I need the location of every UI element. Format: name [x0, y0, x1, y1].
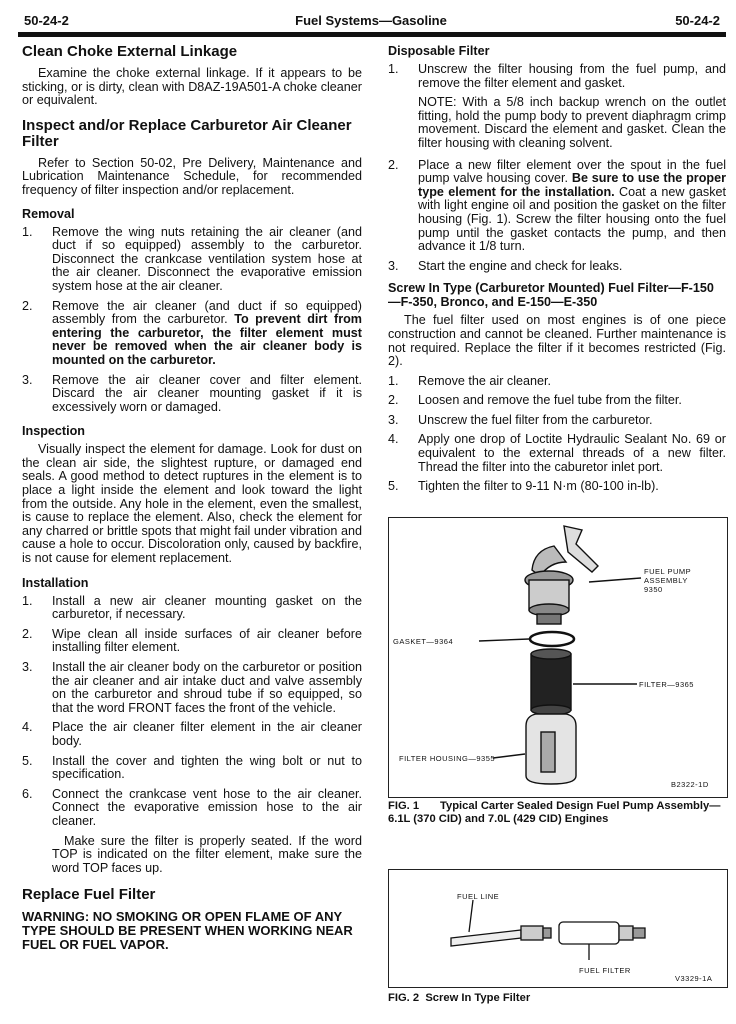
figure-code: B2322-1D: [671, 780, 709, 789]
step-text: Remove the air cleaner.: [418, 373, 552, 388]
step-number: 3.: [388, 258, 399, 273]
pump-label-3: 9350: [644, 585, 663, 594]
figure-2-caption: [388, 992, 726, 1005]
step-text: [418, 159, 726, 254]
step-number: 2.: [22, 626, 33, 641]
step-number: 1.: [22, 593, 33, 608]
right-column: [388, 44, 726, 500]
list-item: [388, 414, 726, 428]
figure-1: [388, 517, 728, 798]
figure-2: [388, 869, 728, 988]
page-title: Fuel Systems—Gasoline: [295, 13, 447, 28]
step-text: Unscrew the filter housing from the fuel pump, and remove the filter element and gasket.: [418, 62, 726, 90]
inspection-heading: Inspection: [22, 424, 85, 439]
list-item: [388, 63, 726, 90]
list-item: [22, 721, 362, 748]
step-text: [52, 300, 362, 368]
list-item: [22, 628, 362, 655]
list-item: [388, 159, 726, 254]
step-number: 3.: [388, 412, 399, 427]
step-text: Connect the crankcase vent hose to the air cleaner. Connect the evaporative emission hose to the air cleaner.: [52, 786, 362, 828]
figure-code: V3329-1A: [675, 974, 713, 983]
left-column: [22, 44, 362, 952]
removal-heading: Removal: [22, 206, 75, 221]
filter-label: FILTER—9365: [639, 680, 694, 689]
gasket-label: GASKET—9364: [393, 637, 454, 646]
list-item: [22, 661, 362, 715]
step-text: Remove the air cleaner cover and filter element. Discard the air cleaner mounting gasket if it is excessively worn or damaged.: [52, 372, 362, 414]
page-number-left: 50-24-2: [24, 13, 69, 28]
step-text: Remove the wing nuts retaining the air cleaner (and duct if so equipped) assembly to the carburetor. Disconnect the crankcase ventilation system hose at the air cleaner. Disconnect the evaporative emission system hose at the air cleaner.: [52, 224, 362, 293]
list-item: [22, 300, 362, 368]
screw-text: The fuel filter used on most engines is of one piece construction and cannot be cleaned. Further maintenance is not required. Replace the filter if it becomes restricted (Fig. 2).: [388, 313, 726, 369]
screw-steps: [388, 375, 726, 494]
step-number: 1.: [388, 62, 399, 76]
inspect-text: Refer to Section 50-02, Pre Delivery, Maintenance and Lubrication Maintenance Schedule, for recommended frequency of filter inspection and/or replacement.: [22, 155, 362, 197]
list-item: [22, 226, 362, 294]
step-text: Install the cover and tighten the wing bolt or nut to specification.: [52, 753, 362, 782]
list-item: [22, 595, 362, 622]
figure-1-caption: [388, 800, 726, 825]
step-text: Unscrew the fuel filter from the carburetor.: [418, 412, 653, 427]
list-item: [388, 480, 726, 494]
list-item: [388, 433, 726, 474]
page-header: [18, 10, 724, 32]
inspection-text: Visually inspect the element for damage. Look for dust on the clean air side, the slightest rupture, or damaged end seals. A good method to detect ruptures in the element is to place a light inside the element and look toward the light from the outside. Any hole in the element, even the smallest, is cause to replace the element. Also, check the element for any charred or brittle spots that might fail under vibration and cause a hole to occur. Discoloration only, caused by backfire, is not cause for element replacement.: [22, 442, 362, 566]
step-text: Wipe clean all inside surfaces of air cleaner before installing filter element.: [52, 626, 362, 655]
caption-text: Typical Carter Sealed Design Fuel Pump Assembly—6.1L (370 CID) and 7.0L (429 CID) Engines: [388, 800, 721, 825]
pump-label: FUEL PUMP: [644, 567, 692, 576]
step-text-bold: Be sure to use the proper type element for the installation.: [418, 171, 726, 199]
inspect-heading: Inspect and/or Replace Carburetor Air Cleaner Filter: [22, 116, 352, 150]
page-number-right: 50-24-2: [675, 13, 720, 28]
step-number: 2.: [388, 157, 399, 172]
removal-steps: [22, 226, 362, 415]
choke-text: Examine the choke external linkage. If it appears to be sticking, or is dirty, clean with D8AZ-19A501-A choke cleaner or equivalent.: [22, 66, 362, 108]
screw-heading: Screw In Type (Carburetor Mounted) Fuel Filter—F-150—F-350, Bronco, and E-150—E-350: [388, 281, 714, 310]
step-number: 5.: [388, 479, 399, 494]
list-item: [22, 374, 362, 415]
disposable-note: NOTE: With a 5/8 inch backup wrench on the outlet fitting, hold the pump body to prevent diaphragm crimp movement. Discard the element and gasket. Clean the filter housing with cleaning solvent.: [418, 95, 726, 150]
header-rule: [18, 32, 726, 37]
list-item: [22, 755, 362, 782]
step-text: Place the air cleaner filter element in the air cleaner body.: [52, 720, 362, 748]
screw-filter-illustration: [389, 870, 727, 987]
list-item: [388, 375, 726, 389]
warning-text: WARNING: NO SMOKING OR OPEN FLAME OF ANY TYPE SHOULD BE PRESENT WHEN WORKING NEAR FUEL OR FUEL VAPOR.: [22, 909, 353, 953]
list-item: [388, 260, 726, 274]
installation-note: Make sure the filter is properly seated. If the word TOP is indicated on the filter element, make sure the word TOP faces up.: [52, 833, 362, 875]
step-text-plain: Place a new filter element over the spout in the fuel pump valve housing cover.: [418, 157, 726, 186]
caption-number: FIG. 1: [388, 800, 420, 812]
step-number: 3.: [22, 372, 33, 387]
disposable-heading: Disposable Filter: [388, 44, 490, 58]
fuel-filter-label: FUEL FILTER: [579, 966, 631, 975]
step-text: Loosen and remove the fuel tube from the filter.: [418, 393, 682, 408]
step-text: Start the engine and check for leaks.: [418, 258, 623, 273]
list-item: [22, 788, 362, 829]
step-number: 4.: [388, 432, 399, 447]
step-number: 5.: [22, 753, 33, 768]
step-text-plain: Remove the air cleaner (and duct if so equipped) assembly from the carburetor.: [52, 298, 362, 327]
caption-text: Screw In Type Filter: [425, 992, 531, 1004]
step-text-plain: Coat a new gasket with light engine oil and position the gasket on the filter housing (Fig. 1). Screw the filter housing onto the fuel pump until the gasket contacts the pump, and then advance it 1/8 turn.: [418, 184, 727, 254]
step-number: 1.: [22, 224, 33, 239]
step-number: 2.: [388, 393, 399, 408]
fuel-line-label: FUEL LINE: [457, 892, 500, 901]
step-text: Install a new air cleaner mounting gasket on the carburetor, if necessary.: [52, 593, 362, 622]
step-number: 1.: [388, 373, 399, 388]
step-text: Tighten the filter to 9-11 N·m (80-100 in-lb).: [418, 479, 659, 494]
replace-heading: Replace Fuel Filter: [22, 886, 156, 904]
installation-heading: Installation: [22, 575, 89, 590]
step-number: 3.: [22, 660, 33, 674]
list-item: [388, 394, 726, 408]
housing-label: FILTER HOUSING—9355: [399, 754, 496, 763]
step-text: Install the air cleaner body on the carburetor or position the air cleaner and air intake duct and valve assembly on the carburetor and shroud tube if so equipped, so that the word FRONT faces the front of the vehicle.: [52, 660, 362, 715]
caption-number: FIG. 2: [388, 992, 420, 1004]
installation-steps: [22, 595, 362, 829]
step-text-bold: To prevent dirt from entering the carburetor, the filter element must never be removed when the air cleaner body is mounted on the carburetor.: [52, 312, 362, 367]
step-text: Apply one drop of Loctite Hydraulic Sealant No. 69 or equivalent to the external threads of a new filter. Thread the filter into the caburetor inlet port.: [418, 432, 726, 474]
choke-heading: Clean Choke External Linkage: [22, 43, 238, 60]
step-number: 6.: [22, 786, 33, 801]
step-number: 2.: [22, 298, 33, 313]
pump-label-2: ASSEMBLY: [644, 576, 688, 585]
step-number: 4.: [22, 720, 33, 735]
